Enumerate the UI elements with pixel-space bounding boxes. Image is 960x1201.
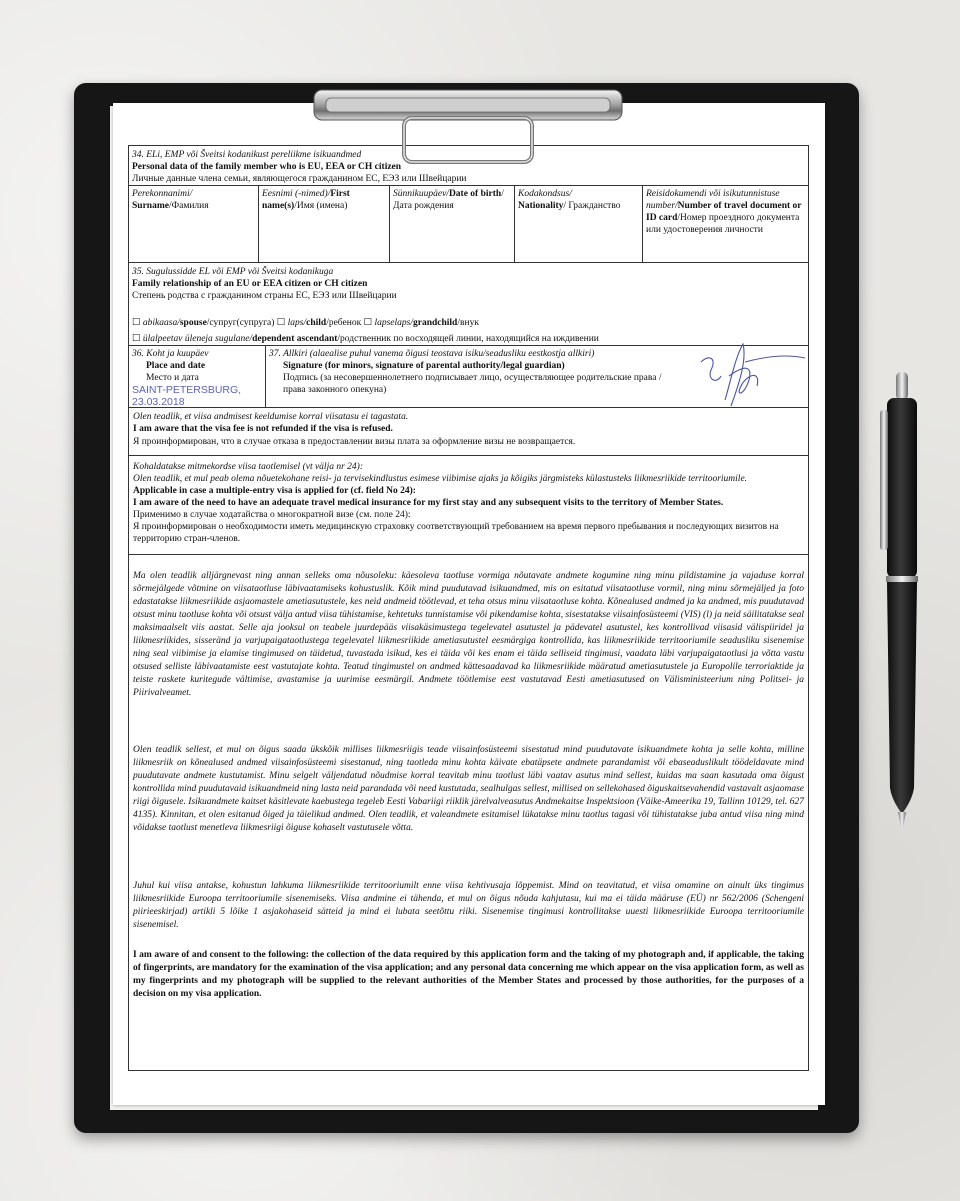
s34-heading-ru: Личные данные члена семьи, являющегося гражданином ЕС, ЕЭЗ или Швейцарии: [132, 174, 467, 184]
ballpoint-pen-icon: [872, 368, 922, 838]
checkbox-dependent-ascendant[interactable]: ☐: [132, 334, 141, 344]
s36-heading-et: 36. Koht ja kuupäev: [132, 349, 209, 359]
s34-table: [129, 185, 808, 262]
s35-heading-et: 35. Sugulussidde EL või EMP või Šveitsi kodanikuga: [132, 267, 334, 277]
checkbox-child[interactable]: ☐: [276, 318, 286, 328]
opt-dependent-ru: /родственник по восходящей линии, находящийся на иждивении: [337, 334, 599, 344]
section-36-37: [129, 346, 808, 408]
col-dob-en: Date of birth: [448, 189, 502, 199]
fee-notice-ru: Я проинформирован, что в случае отказа в предоставлении визы плата за оформление визы не возвращается.: [133, 437, 576, 447]
section-36-place-date: [129, 346, 266, 407]
fee-notice-et: Olen teadlik, et viisa andmisest keeldumise korral viisatasu ei tagastata.: [133, 412, 409, 422]
col-date-of-birth: [390, 186, 515, 262]
col-first-names: [259, 186, 390, 262]
s34-heading-en: Personal data of the family member who is EU, EEA or CH citizen: [132, 162, 402, 172]
section-35: [129, 263, 808, 346]
consent-et-paragraph-3: Juhul kui viisa antakse, kohustun lahkuma liikmesriikide territooriumilt enne viisa kehtivusaja lõppemist. Mind on teavitatud, et viisa omamine on ainult üks tingimus liikmesriikide Euroopa territooriumile sisenemiseks. Viisa andmine ei tähenda, et mul on õigus nõuda kahjutasu, kui ma ei täida määruse (EÜ) nr 562/2006 (Schengeni piirieeskirjad) artikli 5 lõike 1 asjakohaseid sätteid ja mind ei lubata seetõttu riiki. Sisenemise tingimusi kontrollitakse uuesti liikmesriikide Euroopa territooriumile sisenemisel.: [133, 881, 804, 930]
s34-heading-et: 34. ELi, EMP või Šveitsi kodanikust pereliikme isikuandmed: [132, 150, 362, 160]
insurance-en-1: Applicable in case a multiple-entry visa is applied for (cf. field No 24):: [133, 486, 416, 496]
opt-grandchild-en: grandchild: [413, 318, 458, 328]
col-nationality: [515, 186, 643, 262]
col-travel-doc-et: Reisidokumendi või isikutunnistuse number/: [646, 189, 780, 211]
col-travel-doc-en: Number of travel document or ID card: [646, 201, 802, 223]
checkbox-spouse[interactable]: ☐: [132, 318, 141, 328]
handwritten-signature: [691, 340, 811, 414]
col-first-names-et: Eesnimi (-nimed)/: [262, 189, 331, 199]
consent-en-paragraph: I am aware of and consent to the following: the collection of the data required by this application form and the taking of my photograph and, if applicable, the taking of fingerprints, are mandatory for the examination of the visa application; and any personal data concerning me which appear on the visa application form, as well as my fingerprints and my photograph will be supplied to the relevant authorities of the Member States and processed by those authorities, for the purposes of a decision on my visa application.: [133, 950, 804, 999]
opt-dependent-et: ülalpeetav üleneja sugulane/: [142, 334, 253, 344]
col-travel-document: [643, 186, 808, 262]
col-surname-et: Perekonnanimi/: [132, 189, 193, 199]
insurance-et-1: Kohaldatakse mitmekordse viisa taotlemisel (vt välja nr 24):: [133, 462, 363, 472]
visa-form: [128, 145, 809, 1071]
col-dob-ru: /Дата рождения: [393, 189, 504, 211]
s37-heading-ru: Подпись (за несовершеннолетнего подписывает лицо, осуществляющее родительские права / права законного опекуна): [283, 373, 662, 395]
col-travel-doc-ru: /Номер проездного документа или удостоверения личности: [646, 213, 800, 235]
s36-heading-ru: Место и дата: [146, 373, 199, 383]
col-surname-en: Surname: [132, 201, 169, 211]
stamp-date: 23.03.2018: [132, 396, 185, 408]
col-nationality-et: Kodakondsus/: [518, 189, 572, 199]
insurance-ru-1: Применимо в случае ходатайства о многократной визе (см. поле 24):: [133, 510, 411, 520]
col-first-names-en: First name(s): [262, 189, 350, 211]
opt-child-et: laps/: [287, 318, 307, 328]
opt-spouse-en: spouse: [179, 318, 207, 328]
s35-heading-ru: Степень родства с гражданином страны ЕС, ЕЭЗ или Швейцарии: [132, 291, 397, 301]
consent-et-paragraph-2: Olen teadlik sellest, et mul on õigus saada ükskõik millises liikmesriigis teade viisainfosüsteemi sisestatud mind puudutavate isikuandmete kohta ja selle kohta, milline liikmesriik on kõnealused andmed viisainfosüsteemi sisestanud, ning taotleda minu kohta käivate ebatäpsete andmete parandamist või ebaseaduslikult töödeldavate mind puudutavate andmete kustutamist. Minu selgelt väljendatud nõudmise korral teavitab minu taotlust läbi vaatav asutus mind sellest, kuidas ma saan kasutada oma õigust kontrollida mind puudutavaid isikuandmeid ning lasta neid parandada või need kustutada, sealhulgas sellest, millised on sellekohased õiguskaitsevahendid vastavalt asjaomase riigi õigusele. Isikuandmete kaitset käsitlevate kaebustega tegeleb Eesti Vabariigi riiklik järelvalveasutus Andmekaitse Inspektsioon (Väike-Ameerika 19, Tallinn 10129, tel. 627 4135). Kinnitan, et olen esitanud õiged ja täielikud andmed. Olen teadlik, et valeandmete esitamisel lükatakse minu taotlus tagasi või tühistatakse juba antud viisa ning mind võidakse taotlust menetleva liikmesriigi õiguse kohaselt vastutusele võtta.: [133, 745, 804, 833]
insurance-text: [133, 461, 804, 545]
opt-child-ru: /ребенок: [326, 318, 362, 328]
checkbox-grandchild[interactable]: ☐: [363, 318, 373, 328]
col-nationality-en: Nationality: [518, 201, 564, 211]
opt-spouse-ru: /супруг(супруга): [206, 318, 275, 328]
s35-options-line2: [132, 333, 599, 345]
s37-heading-en: Signature (for minors, signature of parental authority/legal guardian): [283, 361, 565, 371]
insurance-et-2: Olen teadlik, et mul peab olema nõuetekohane reisi- ja tervisekindlustus esimese viibimise ajaks ja kõigiks järgmisteks külastusteks liikmesriikide territooriumile.: [133, 474, 748, 484]
clipboard-clip-icon: [312, 88, 624, 166]
insurance-en-2: I am aware of the need to have an adequate travel medical insurance for my first stay and any subsequent visits to the territory of Member States.: [133, 498, 724, 508]
opt-spouse-et: abikaasa/: [142, 318, 180, 328]
s35-options-line1: [132, 317, 479, 329]
s35-heading-en: Family relationship of an EU or EEA citizen or CH citizen: [132, 279, 368, 289]
insurance-ru-2: Я проинформирован о необходимости иметь медицинскую страховку соответствующий требованием на время первого пребывания и последующих визитов на территорию стран-членов.: [133, 522, 779, 544]
col-surname-ru: /Фамилия: [168, 201, 209, 211]
section-37-signature: [266, 346, 808, 407]
opt-grandchild-et: lapselaps/: [374, 318, 413, 328]
insurance-notice: [129, 456, 808, 555]
col-surname: [129, 186, 259, 262]
opt-dependent-en: dependent ascendant: [252, 334, 338, 344]
fee-notice: [129, 408, 808, 456]
col-first-names-ru: /Имя (имена): [294, 201, 348, 211]
stamp-place: SAINT-PETERSBURG,: [132, 384, 242, 396]
s37-heading-et: 37. Allkiri (alaealise puhul vanema õigusi teostava isiku/seadusliku eestkostja allkiri): [269, 349, 595, 359]
consent-et-paragraph-1: Ma olen teadlik alljärgnevast ning annan selleks oma nõusoleku: käesoleva taotluse vormiga nõutavate andmete kogumine ning minu pildistamine ja vajaduse korral sõrmejälgede võtmine on viisataotluse läbivaatamiseks kohustuslik. Kõik mind puudutavad isikuandmed, mis on esitatud viisataotluse vormil, ning minu sõrmejäljed ja foto edastatakse liikmesriikide asjaomastele ametiasutustele, kes neid andmeid töötlevad, et teha otsus minu viisataotluse kohta. Kõnealused andmed ja ka andmed, mis puudutavad otsust minu taotluse kohta või otsust välja antud viisa tühistamise, kehtetuks tunnistamise või pikendamise kohta, sisestatakse viisainfosüsteemi (VIS) (l) ja neid säilitatakse seal maksimaalselt viis aastat. Selle aja jooksul on teabele juurdepääs viisakäsimustega tegelevatel asutustel ja pädevatel asutustel, kes kontrollivad viisasid välispiiridel ja liikmesriikides, sisseränd ja varjupaigataotlustega tegelevatel liikmesriikide ametiasutustel eesmärgiga kontrollida, kas liikmesriikide territooriumile seadusliku sisenemise ning seal viibimise ja elamise tingimused on täidetud, tuvastada isikud, kes ei täida või kes enam ei täida selliseid tingimusi, vaadata läbi varjupaigataotlusi ja võtta vastu otsused selliste läbivaatamiste eest vastutajate kohta. Teatud tingimustel on andmed kättesaadavad ka liikmesriikide määratud ametiasutustele ja Europolile terroriaktide ja teiste raskete kuritegude vältimise, avastamise ja uurimise eesmärgil. Andmete töötlemise eest vastutavad Eesti ametiasutused on Välisministeerium ning Politsei- ja Piirivalveamet.: [133, 571, 804, 698]
col-dob-et: Sünnikuupäev/: [393, 189, 449, 199]
opt-grandchild-ru: /внук: [457, 318, 479, 328]
fee-notice-en: I am aware that the visa fee is not refunded if the visa is refused.: [133, 424, 393, 434]
col-nationality-ru: / Гражданство: [563, 201, 621, 211]
s36-heading-en: Place and date: [146, 361, 206, 371]
opt-child-en: child: [306, 318, 327, 328]
